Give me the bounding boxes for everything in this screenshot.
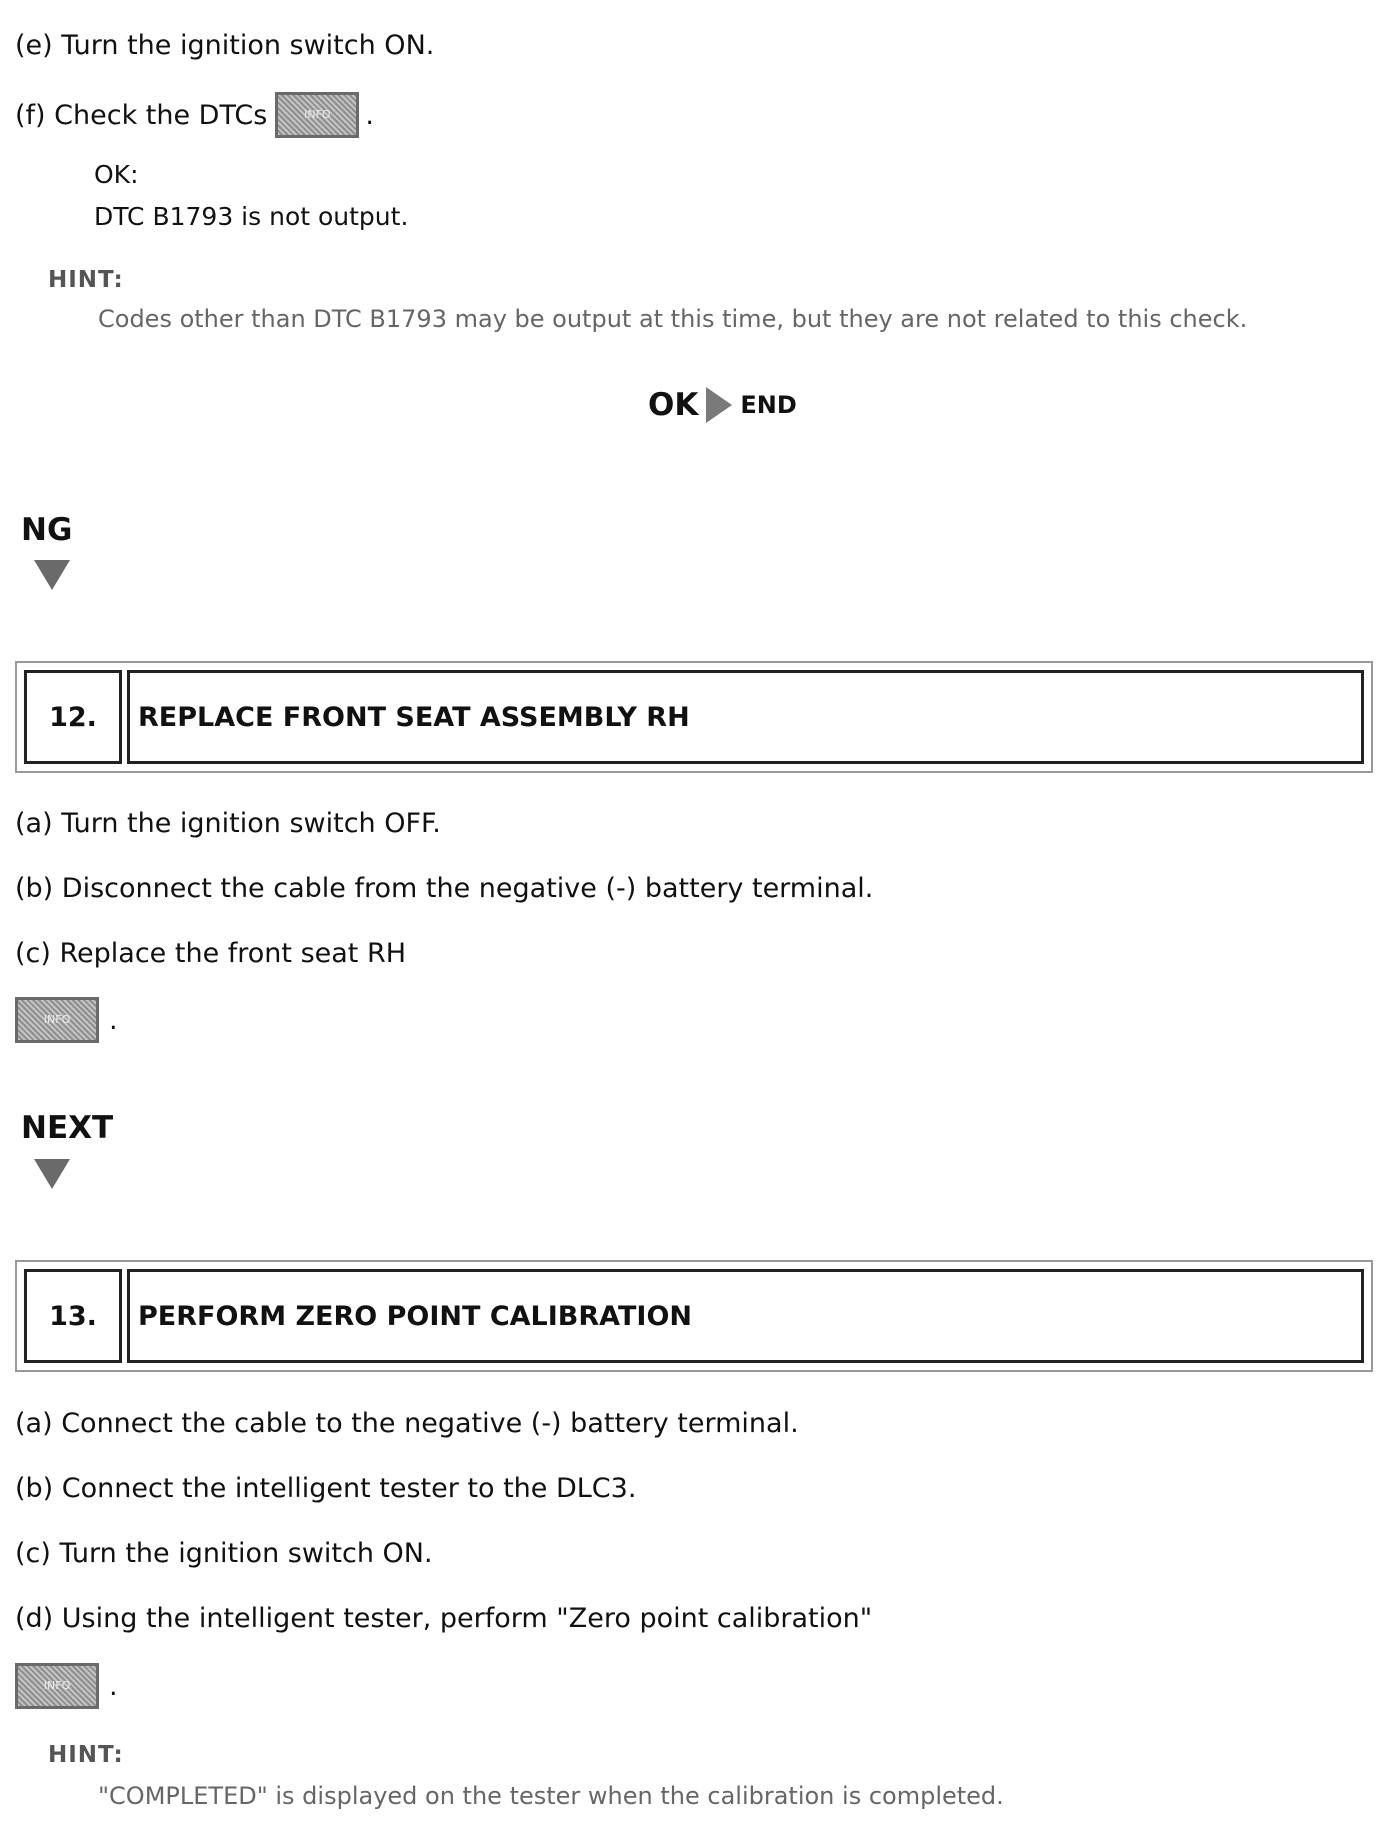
info-button[interactable]: INFO	[275, 92, 359, 138]
step-12-item-a: (a) Turn the ignition switch OFF.	[15, 808, 441, 839]
step-13-title: PERFORM ZERO POINT CALIBRATION	[127, 1269, 1364, 1363]
step-13-header	[15, 1260, 1373, 1372]
step-12-header	[15, 661, 1373, 773]
step-f-suffix: .	[365, 99, 374, 131]
ok-text: DTC B1793 is not output.	[94, 202, 409, 231]
info-button[interactable]: INFO	[15, 1663, 99, 1709]
step-12-number: 12.	[24, 670, 122, 764]
step-12-item-c: (c) Replace the front seat RH	[15, 938, 407, 969]
step-13-item-d: (d) Using the intelligent tester, perform "Zero point calibration"	[15, 1603, 873, 1634]
info-button[interactable]: INFO	[15, 997, 99, 1043]
hint-label: HINT:	[48, 267, 124, 293]
step-12-info-row	[15, 997, 118, 1043]
hint-text: Codes other than DTC B1793 may be output at this time, but they are not related to this check.	[98, 305, 1248, 333]
step-e-text: (e) Turn the ignition switch ON.	[15, 30, 435, 61]
down-arrow-icon	[32, 558, 72, 592]
ok-label: OK:	[94, 160, 139, 189]
step-13-item-c: (c) Turn the ignition switch ON.	[15, 1538, 433, 1569]
step-12-item-b: (b) Disconnect the cable from the negative (-) battery terminal.	[15, 873, 874, 904]
next-label: NEXT	[21, 1110, 114, 1146]
step-12-title: REPLACE FRONT SEAT ASSEMBLY RH	[127, 670, 1364, 764]
step-13-info-row	[15, 1663, 118, 1709]
ng-label: NG	[21, 512, 73, 548]
step-13-number: 13.	[24, 1269, 122, 1363]
step-f-text: (f) Check the DTCs	[15, 99, 268, 131]
right-arrow-icon	[702, 385, 736, 425]
step-13-suffix: .	[109, 1670, 118, 1702]
hint-label: HINT:	[48, 1742, 124, 1768]
down-arrow-icon	[32, 1157, 72, 1191]
ok-end-flow	[648, 385, 797, 425]
step-13-item-a: (a) Connect the cable to the negative (-) battery terminal.	[15, 1408, 799, 1439]
end-flow-label: END	[740, 391, 797, 419]
ok-flow-label: OK	[648, 387, 699, 423]
step-13-item-b: (b) Connect the intelligent tester to the DLC3.	[15, 1473, 637, 1504]
step-f-row	[15, 92, 374, 138]
hint-text: "COMPLETED" is displayed on the tester when the calibration is completed.	[98, 1782, 1004, 1810]
step-12-suffix: .	[109, 1004, 118, 1036]
